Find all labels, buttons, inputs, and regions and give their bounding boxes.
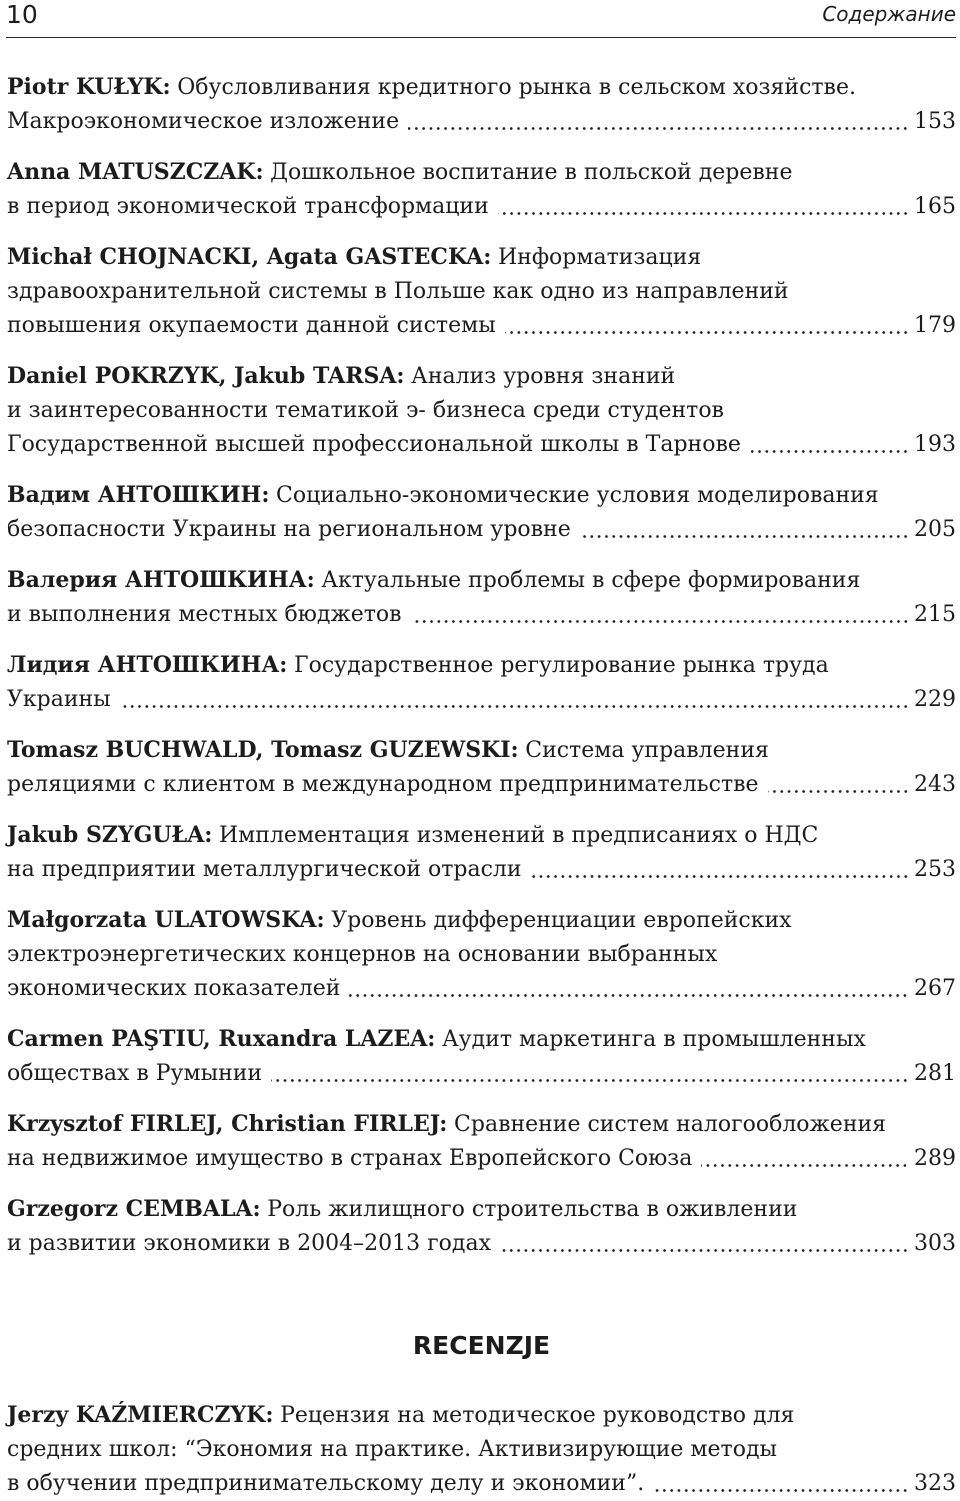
entry-title-line: Актуальные проблемы в сфере формирования <box>321 568 861 593</box>
toc-entry <box>7 240 956 343</box>
entry-last-line <box>7 1057 956 1091</box>
entry-page-number: 193 <box>914 432 956 457</box>
entry-authors: Jakub SZYGUŁA: <box>7 822 213 848</box>
entry-title-line: реляциями с клиентом в международном предпринимательстве <box>7 772 759 797</box>
dot-leader <box>505 309 909 343</box>
entry-first-line <box>7 70 956 105</box>
entry-authors: Carmen PAŞTIU, Ruxandra LAZEA: <box>7 1026 436 1052</box>
entry-page-number: 153 <box>914 109 956 134</box>
dot-leader <box>411 598 909 632</box>
entry-authors: Daniel POKRZYK, Jakub TARSA: <box>7 363 405 389</box>
entry-page-number: 165 <box>914 194 956 219</box>
entry-title-line: на недвижимое имущество в странах Европейского Союза <box>7 1146 693 1171</box>
dot-leader <box>271 1057 909 1091</box>
entry-title-line: Имплементация изменений в предписаниях о НДС <box>218 823 819 848</box>
entry-title-line: безопасности Украины на региональном уровне <box>7 517 571 542</box>
toc-entry <box>7 903 956 1006</box>
entry-page-number: 229 <box>914 687 956 712</box>
entry-first-line <box>7 1022 956 1057</box>
entry-page-number: 243 <box>914 772 956 797</box>
dot-leader <box>120 683 909 717</box>
reviews-heading: RECENZJE <box>412 1331 551 1360</box>
page-number: 10 <box>6 0 38 29</box>
section-title: Содержание <box>822 2 956 26</box>
running-header <box>6 0 956 38</box>
entry-title-line: Сравнение систем налогообложения <box>454 1112 887 1137</box>
entry-page-number: 205 <box>914 517 956 542</box>
entry-title-line: и заинтересованности тематикой э- бизнеса среди студентов <box>7 398 724 423</box>
dot-leader <box>500 1227 909 1261</box>
entry-title-line: электроэнергетических концернов на основании выбранных <box>7 942 718 967</box>
toc-entry <box>7 1022 956 1091</box>
entry-last-line <box>7 309 956 343</box>
entry-authors: Anna MATUSZCZAK: <box>7 159 264 185</box>
entry-page-number: 323 <box>914 1471 956 1496</box>
entry-page-number: 267 <box>914 976 956 1001</box>
entry-authors: Вадим АНТОШКИН: <box>7 482 270 508</box>
dot-leader <box>701 1142 909 1176</box>
entry-title-line: Система управления <box>525 738 769 763</box>
dot-leader <box>768 768 909 802</box>
entry-authors: Piotr KUŁYK: <box>7 74 171 100</box>
entry-authors: Tomasz BUCHWALD, Tomasz GUZEWSKI: <box>7 737 519 763</box>
entry-title-line: Роль жилищного строительства в оживлении <box>267 1197 798 1222</box>
entry-title-line: Обусловливания кредитного рынка в сельском хозяйстве. <box>177 75 856 100</box>
entry-last-line <box>7 683 956 717</box>
dot-leader <box>750 428 909 462</box>
toc-entry <box>7 1107 956 1176</box>
entry-title-line: Рецензия на методическое руководство для <box>280 1403 795 1428</box>
entry-first-line <box>7 359 956 394</box>
entry-first-line <box>7 1192 956 1227</box>
entry-last-line <box>7 768 956 802</box>
entry-title-line: Аудит маркетинга в промышленных <box>442 1027 866 1052</box>
entry-first-line <box>7 648 956 683</box>
entry-page-number: 303 <box>914 1231 956 1256</box>
entry-title-line: обществах в Румынии <box>7 1061 263 1086</box>
entry-last-line <box>7 105 956 139</box>
dot-leader <box>580 513 909 547</box>
toc-entry <box>7 1192 956 1261</box>
toc-entry-review <box>7 1398 956 1501</box>
toc-entry <box>7 70 956 139</box>
entry-title-line: Дошкольное воспитание в польской деревне <box>270 160 793 185</box>
entry-page-number: 289 <box>914 1146 956 1171</box>
toc-entry <box>7 733 956 802</box>
entry-last-line <box>7 190 956 224</box>
entry-authors: Małgorzata ULATOWSKA: <box>7 907 325 933</box>
entry-first-line <box>7 903 956 938</box>
entry-last-line <box>7 1227 956 1261</box>
entry-title-line: Уровень дифференциации европейских <box>331 908 792 933</box>
entry-title-line: Государственное регулирование рынка труда <box>294 653 829 678</box>
entry-page-number: 253 <box>914 857 956 882</box>
entry-authors: Jerzy KAŹMIERCZYK: <box>7 1402 274 1428</box>
entry-first-line <box>7 155 956 190</box>
entry-last-line <box>7 853 956 887</box>
entry-title-line: Макроэкономическое изложение <box>7 109 400 134</box>
entry-last-line <box>7 428 956 462</box>
dot-leader <box>653 1467 909 1501</box>
entry-title-line: Украины <box>7 687 111 712</box>
entry-page-number: 281 <box>914 1061 956 1086</box>
entry-title-line: и выполнения местных бюджетов <box>7 602 402 627</box>
entry-first-line <box>7 478 956 513</box>
toc-entry <box>7 478 956 547</box>
entry-title-line: в обучении предпринимательскому делу и экономии”. <box>7 1471 645 1496</box>
entry-title-line: и развитии экономики в 2004–2013 годах <box>7 1231 491 1256</box>
entry-title-line: здравоохранительной системы в Польше как одно из направлений <box>7 279 789 304</box>
entry-title-line: Информатизация <box>497 245 702 270</box>
entry-last-line <box>7 513 956 547</box>
entry-authors: Grzegorz CEMBALA: <box>7 1196 261 1222</box>
toc-entry <box>7 359 956 462</box>
entry-first-line <box>7 563 956 598</box>
dot-leader <box>408 105 909 139</box>
toc-entry <box>7 818 956 887</box>
entry-last-line <box>7 972 956 1006</box>
entry-title-line: средних школ: “Экономия на практике. Активизирующие методы <box>7 1437 777 1462</box>
entry-title-line: Государственной высшей профессиональной школы в Тарнове <box>7 432 741 457</box>
entry-page-number: 215 <box>914 602 956 627</box>
entry-title-line: в период экономической трансформации <box>7 194 489 219</box>
entry-authors: Валерия АНТОШКИНА: <box>7 567 315 593</box>
entry-title-line: Анализ уровня знаний <box>411 364 676 389</box>
dot-leader <box>531 853 909 887</box>
entry-page-number: 179 <box>914 313 956 338</box>
entry-authors: Michał CHOJNACKI, Agata GASTECKA: <box>7 244 492 270</box>
toc-entry <box>7 563 956 632</box>
toc-entry <box>7 155 956 224</box>
entry-first-line <box>7 1107 956 1142</box>
entry-first-line <box>7 733 956 768</box>
entry-title-line: экономических показателей <box>7 976 341 1001</box>
entry-authors: Лидия АНТОШКИНА: <box>7 652 288 678</box>
entry-first-line <box>7 240 956 275</box>
entry-first-line <box>7 1398 956 1433</box>
table-of-contents <box>0 70 960 1501</box>
entry-last-line <box>7 598 956 632</box>
entry-last-line <box>7 1142 956 1176</box>
toc-entry <box>7 648 956 717</box>
dot-leader <box>498 190 909 224</box>
entry-title-line: повышения окупаемости данной системы <box>7 313 496 338</box>
entry-last-line <box>7 1467 956 1501</box>
dot-leader <box>349 972 909 1006</box>
entry-first-line <box>7 818 956 853</box>
entry-authors: Krzysztof FIRLEJ, Christian FIRLEJ: <box>7 1111 448 1137</box>
entry-title-line: Социально-экономические условия моделирования <box>276 483 879 508</box>
entry-title-line: на предприятии металлургической отрасли <box>7 857 522 882</box>
